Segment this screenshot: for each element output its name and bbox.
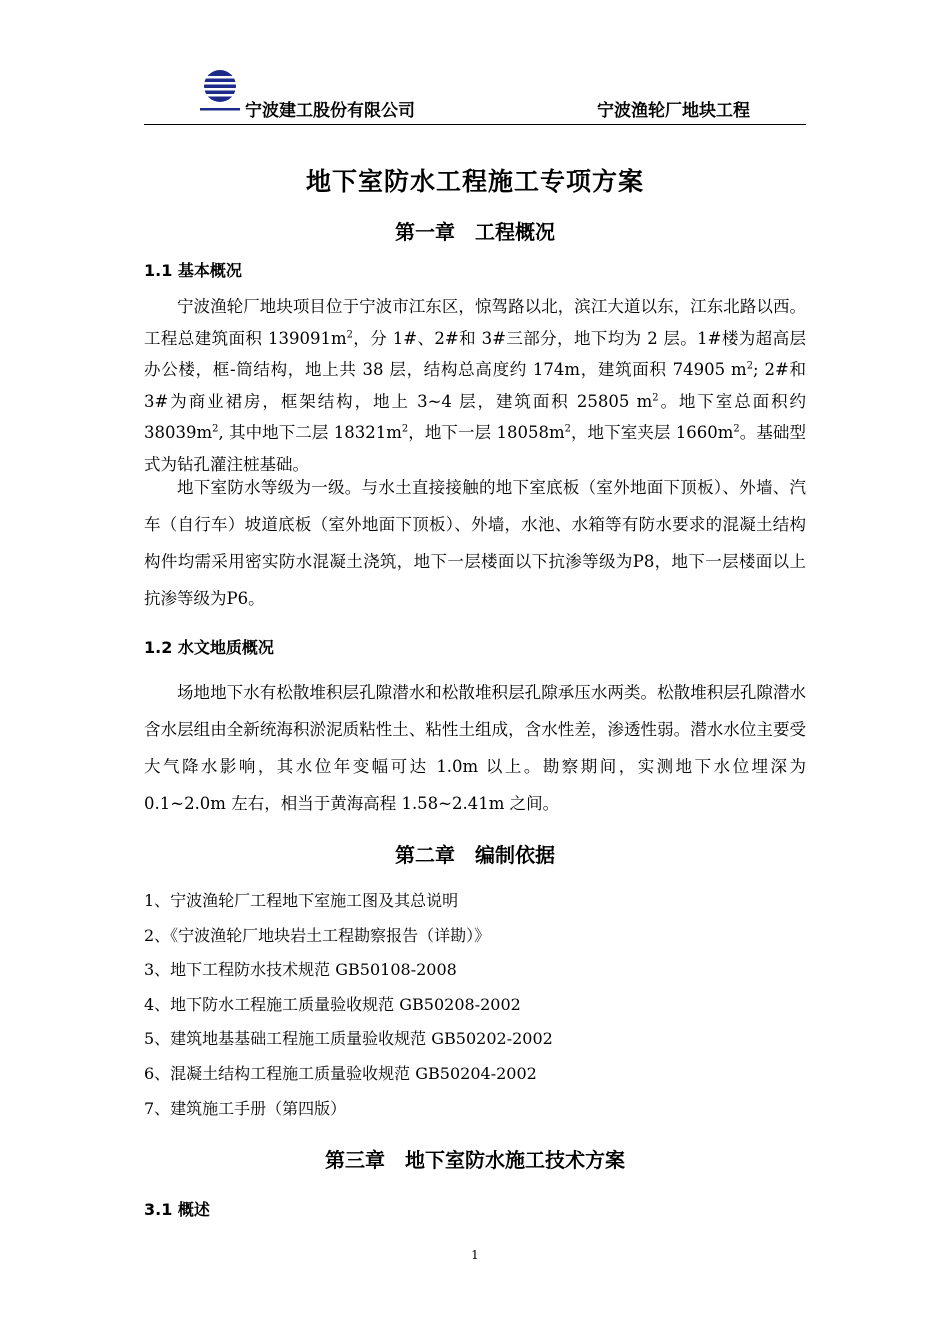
section-1-1-paragraph1: 宁波渔轮厂地块项目位于宁波市江东区，惊驾路以北，滨江大道以东，江东北路以西。工程总建筑面积 $139091m^2$，分 1#、2#和 3#三部分，地下均为 2 层。1#楼为超高层办公楼，框-筒结构，地上共 38 层，结构总高度约 174m，建筑面积 74905 $m^2$; 2#和 3#为商业裙房，框架结构，地上 3~4 层，建筑面积 25805 $m^2$。地下室总面积约 $38039m^2$, 其中地下二层 $18321m^2$，地下一层 $18058m^2$，地下室夹层 $1660m^2$。基础型式为钻孔灌注桩基础。 xyxy=(144,297,806,474)
list-item: 6、混凝土结构工程施工质量验收规范 GB50204-2002 xyxy=(144,1063,537,1083)
list-item: 2、《宁波渔轮厂地块岩土工程勘察报告（详勘）》 xyxy=(144,925,491,945)
page-header xyxy=(144,66,806,125)
list-item: 3、地下工程防水技术规范 GB50108-2008 xyxy=(144,960,457,980)
section-1-2-paragraph: 场地地下水有松散堆积层孔隙潜水和松散堆积层孔隙承压水两类。松散堆积层孔隙潜水含水层组由全新统海积淤泥质粘性土、粘性土组成，含水性差，渗透性弱。潜水水位主要受大气降水影响，其水位年变幅可达 1.0m 以上。勘察期间，实测地下水位埋深为 0.1~2.0m 左右，相当于黄海高程 1.58~2.41m 之间。 xyxy=(144,683,806,813)
list-item: 4、地下防水工程施工质量验收规范 GB50208-2002 xyxy=(144,994,521,1014)
references-list xyxy=(144,884,806,1126)
list-item: 5、建筑地基基础工程施工质量验收规范 GB50202-2002 xyxy=(144,1029,553,1049)
section-1-2-heading: 1.2 水文地质概况 xyxy=(144,638,274,657)
header-company: 宁波建工股份有限公司 xyxy=(245,101,415,121)
section-1-1-heading: 1.1 基本概况 xyxy=(144,261,242,280)
list-item: 7、建筑施工手册（第四版） xyxy=(144,1098,347,1118)
chapter1-heading: 第一章 工程概况 xyxy=(395,220,555,244)
list-item: 1、宁波渔轮厂工程地下室施工图及其总说明 xyxy=(144,891,459,910)
company-logo-icon xyxy=(200,68,240,116)
section-1-1-paragraph2: 地下室防水等级为一级。与水土直接接触的地下室底板（室外地面下顶板）、外墙、汽车（自行车）坡道底板（室外地面下顶板）、外墙，水池、水箱等有防水要求的混凝土结构构件均需采用密实防水混凝土浇筑，地下一层楼面以下抗渗等级为P8，地下一层楼面以上抗渗等级为P6。 xyxy=(144,478,806,608)
document-title: 地下室防水工程施工专项方案 xyxy=(305,167,644,196)
page-number: 1 xyxy=(471,1248,479,1262)
chapter3-heading: 第三章 地下室防水施工技术方案 xyxy=(325,1148,625,1172)
section-3-1-heading: 3.1 概述 xyxy=(144,1200,210,1219)
header-project: 宁波渔轮厂地块工程 xyxy=(597,101,750,121)
chapter2-heading: 第二章 编制依据 xyxy=(395,843,555,867)
